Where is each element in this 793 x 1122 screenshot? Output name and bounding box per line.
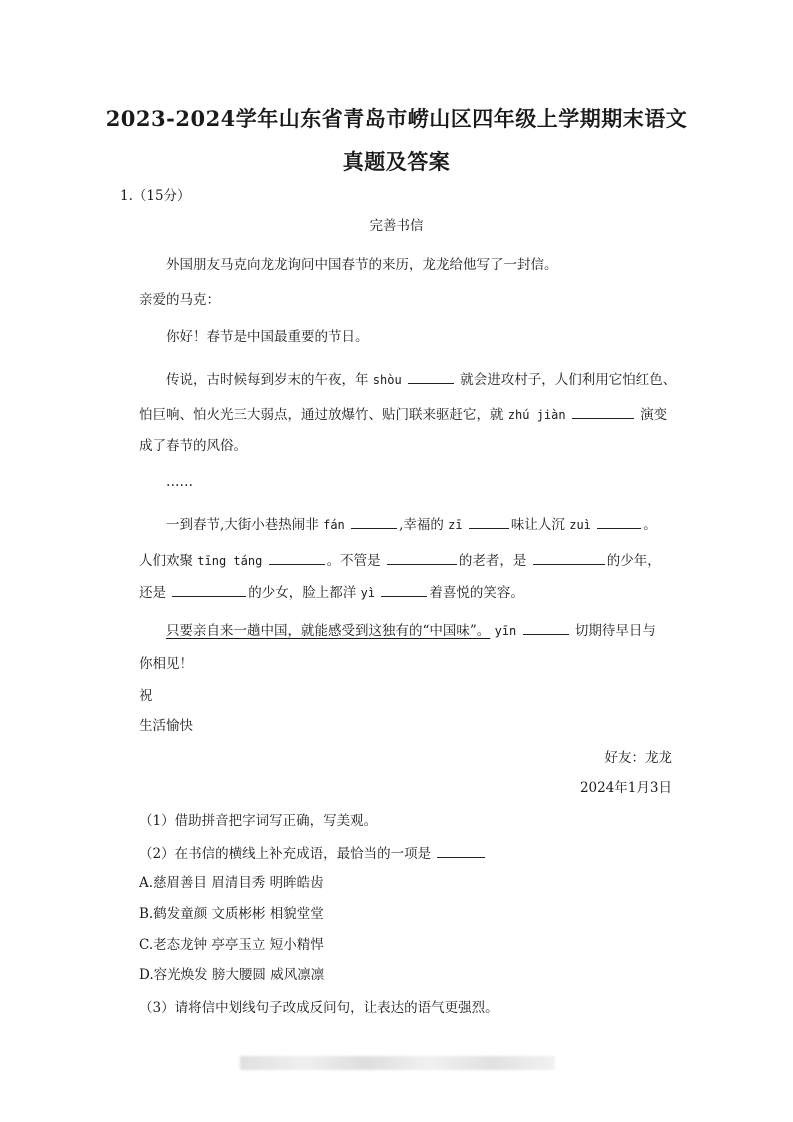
answer-blank[interactable] [172, 582, 246, 597]
answer-blank[interactable] [523, 620, 569, 635]
pinyin: zuì [569, 518, 591, 532]
salutation: 亲爱的马克： [139, 292, 220, 308]
question-header: 1.（15分） [120, 188, 191, 204]
pinyin: fán [323, 518, 345, 532]
option-b: B.鹤发童颜 文质彬彬 相貌堂堂 [139, 906, 324, 922]
text: 一到春节,大街小巷热闹非 [166, 517, 319, 533]
pinyin: zhú jiàn [507, 408, 566, 422]
answer-blank[interactable] [437, 843, 485, 858]
sub-question-1: （1）借助拼音把字词写正确，写美观。 [139, 813, 378, 829]
letter-date: 2024年1月3日 [579, 780, 672, 796]
paragraph2-line1 [166, 514, 657, 535]
closing-line2: 生活愉快 [139, 718, 193, 734]
option-d: D.容光焕发 膀大腰圆 威风凛凛 [139, 967, 325, 983]
text: 演变 [640, 407, 668, 423]
sub-question-2 [139, 843, 487, 864]
text: 味让人沉 [510, 517, 565, 533]
answer-blank[interactable] [597, 514, 641, 529]
pinyin: tīng táng [197, 554, 263, 568]
answer-blank[interactable] [469, 514, 509, 529]
document-title-line2: 真题及答案 [342, 149, 451, 174]
text: 还是 [139, 585, 166, 601]
paragraph1-line3: 成了春节的风俗。 [139, 438, 247, 454]
pinyin: yì [360, 586, 376, 600]
intro-text: 外国朋友马克向龙龙询问中国春节的来历，龙龙给他写了一封信。 [166, 257, 558, 273]
paragraph2-line3 [139, 582, 524, 603]
answer-blank[interactable] [351, 514, 397, 529]
paragraph1-line2 [139, 404, 667, 425]
paragraph2-line2 [139, 550, 661, 571]
greeting: 你好！春节是中国最重要的节日。 [166, 329, 369, 345]
document-title-line1: 2023-2024学年山东省青岛市崂山区四年级上学期期末语文 [105, 106, 688, 131]
text: 。不管是 [326, 553, 381, 569]
blurred-footer [240, 1056, 555, 1070]
signature: 好友：龙龙 [604, 750, 672, 766]
option-c: C.老态龙钟 亭亭玉立 短小精悍 [139, 937, 324, 953]
pinyin: zī [448, 518, 463, 532]
text: 怕巨响、怕火光三大弱点，通过放爆竹、贴门联来驱赶它，就 [139, 407, 504, 423]
pinyin: yīn [494, 624, 517, 638]
option-a: A.慈眉善目 眉清目秀 明眸皓齿 [139, 875, 324, 891]
sub-question-3: （3）请将信中划线句子改成反问句，让表达的语气更强烈。 [139, 1000, 499, 1016]
closing-line1: 祝 [139, 688, 153, 704]
pinyin: shòu [372, 373, 402, 387]
text: 就会进攻村子，人们利用它怕红色、 [460, 372, 677, 388]
text: ,幸福的 [399, 517, 444, 533]
text: 的老者，是 [458, 553, 527, 569]
answer-blank[interactable] [533, 550, 605, 565]
text: 着喜悦的笑容。 [429, 585, 524, 601]
text: 的少年， [606, 553, 661, 569]
answer-blank[interactable] [381, 582, 427, 597]
answer-blank[interactable] [408, 369, 454, 384]
paragraph3-line2: 你相见！ [139, 656, 193, 672]
text: 切期待早日与 [574, 623, 656, 639]
answer-blank[interactable] [572, 404, 634, 419]
underlined-sentence: 只要亲自来一趟中国，就能感受到这独有的“中国味”。 [166, 623, 491, 639]
text: 人们欢聚 [139, 553, 193, 569]
letter-subtitle: 完善书信 [369, 218, 424, 234]
paragraph1-line1 [166, 369, 676, 390]
answer-blank[interactable] [387, 550, 457, 565]
text: 传说，古时候每到岁末的午夜，年 [166, 372, 369, 388]
text: （2）在书信的横线上补充成语，最恰当的一项是 [139, 846, 432, 862]
answer-blank[interactable] [269, 550, 325, 565]
text: 的少女，脸上都洋 [248, 585, 357, 601]
paragraph3-line1 [166, 620, 656, 641]
text: 。 [643, 517, 657, 533]
ellipsis: …… [166, 474, 193, 490]
